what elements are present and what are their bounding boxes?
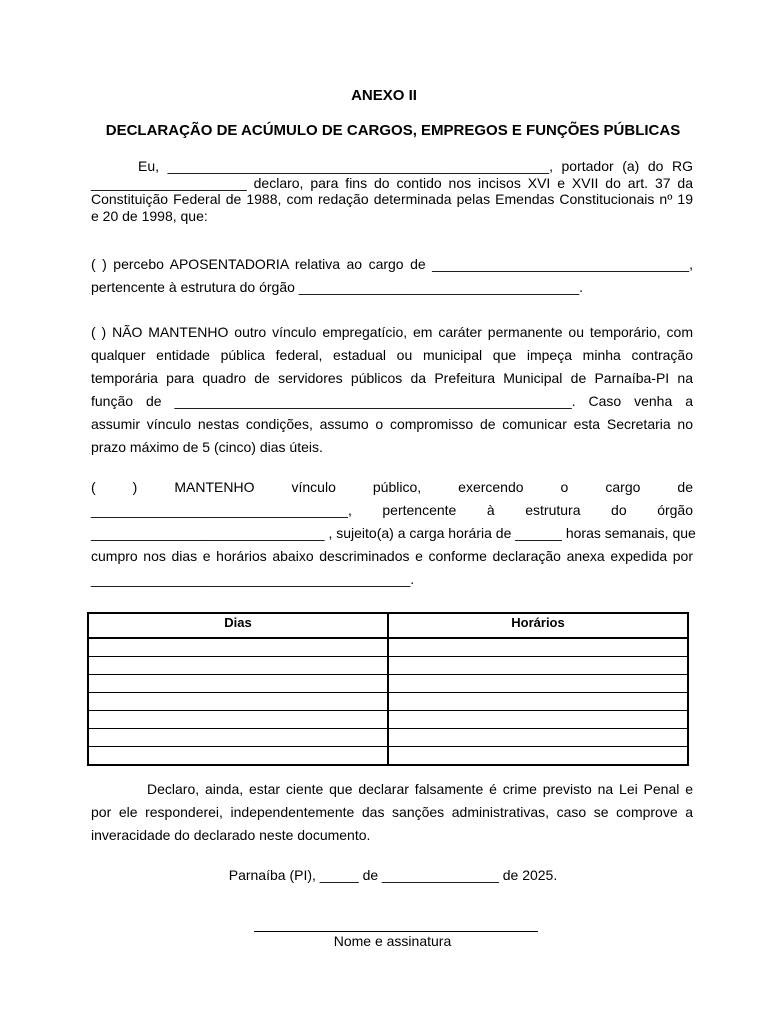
table-row [88, 675, 688, 693]
days-cell[interactable] [88, 657, 388, 675]
intro-line-4: e 20 de 1998, que: [91, 208, 208, 224]
closing-line-3: inveracidade do declarado neste documento. [91, 827, 371, 843]
hours-cell[interactable] [388, 657, 688, 675]
closing-line-1: Declaro, ainda, estar ciente que declarar falsamente é crime previsto na Lei Penal e [147, 781, 693, 797]
option-retirement-line-1: ( ) percebo APOSENTADORIA relativa ao cargo de _________________________________, [91, 256, 693, 272]
option-no-bond-line-6: prazo máximo de 5 (cinco) dias úteis. [91, 439, 323, 455]
intro-line-2: ____________________ declaro, para fins do contido nos incisos XVI e XVII do art. 37 da [91, 175, 693, 191]
option-no-bond-line-5: assumir vínculo nestas condições, assumo o compromisso de comunicar esta Secretaria no [91, 416, 693, 432]
option-retirement-line-2: pertencente à estrutura do órgão ____________________________________. [91, 279, 583, 295]
option-keep-bond-line-1: ( ) MANTENHO vínculo público, exercendo o cargo de [91, 479, 693, 495]
days-cell[interactable] [88, 675, 388, 693]
table-row [88, 638, 688, 657]
hours-cell[interactable] [388, 729, 688, 747]
option-keep-bond-line-2: _________________________________, pertencente à estrutura do órgão [91, 502, 693, 518]
option-no-bond-line-2: qualquer entidade pública federal, estadual ou municipal que impeça minha contração [91, 347, 693, 363]
signature-label: Nome e assinatura [333, 933, 452, 949]
closing-line-2: por ele responderei, independentemente das sanções administrativas, caso se comprove a [91, 804, 693, 820]
table-row [88, 693, 688, 711]
hours-cell[interactable] [388, 711, 688, 729]
column-header-hours: Horários [388, 613, 688, 638]
days-cell[interactable] [88, 729, 388, 747]
option-no-bond-line-1: ( ) NÃO MANTENHO outro vínculo empregatício, em caráter permanente ou temporário, com [91, 324, 693, 340]
annex-heading: ANEXO II [351, 87, 417, 104]
hours-cell[interactable] [388, 675, 688, 693]
option-keep-bond-line-4: cumpro nos dias e horários abaixo descriminados e conforme declaração anexa expedida por [91, 548, 693, 564]
table-row [88, 657, 688, 675]
table-row [88, 729, 688, 747]
signature-line[interactable] [254, 931, 538, 932]
days-cell[interactable] [88, 693, 388, 711]
days-cell[interactable] [88, 711, 388, 729]
days-cell[interactable] [88, 638, 388, 657]
date-line: Parnaíba (PI), _____ de _______________ de 2025. [228, 867, 558, 883]
document-title: DECLARAÇÃO DE ACÚMULO DE CARGOS, EMPREGOS E FUNÇÕES PÚBLICAS [105, 122, 681, 139]
intro-line-3: Constituição Federal de 1988, com redação determinada pelas Emendas Constitucionais nº 19 [91, 191, 693, 207]
intro-line-1: Eu, _________________________________________________, portador (a) do RG [138, 158, 693, 174]
table-row [88, 711, 688, 729]
column-header-days: Dias [88, 613, 388, 638]
hours-cell[interactable] [388, 693, 688, 711]
schedule-table [87, 612, 689, 766]
hours-cell[interactable] [388, 747, 688, 766]
option-keep-bond-line-5: _________________________________________. [91, 571, 415, 587]
hours-cell[interactable] [388, 638, 688, 657]
days-cell[interactable] [88, 747, 388, 766]
option-no-bond-line-3: temporária para quadro de servidores públicos da Prefeitura Municipal de Parnaíba-PI na [91, 370, 693, 386]
option-keep-bond-line-3: ______________________________ , sujeito(a) a carga horária de ______ horas semanais, que [91, 525, 696, 541]
table-row [88, 747, 688, 766]
option-no-bond-line-4: função de ___________________________________________________. Caso venha a [91, 393, 693, 409]
